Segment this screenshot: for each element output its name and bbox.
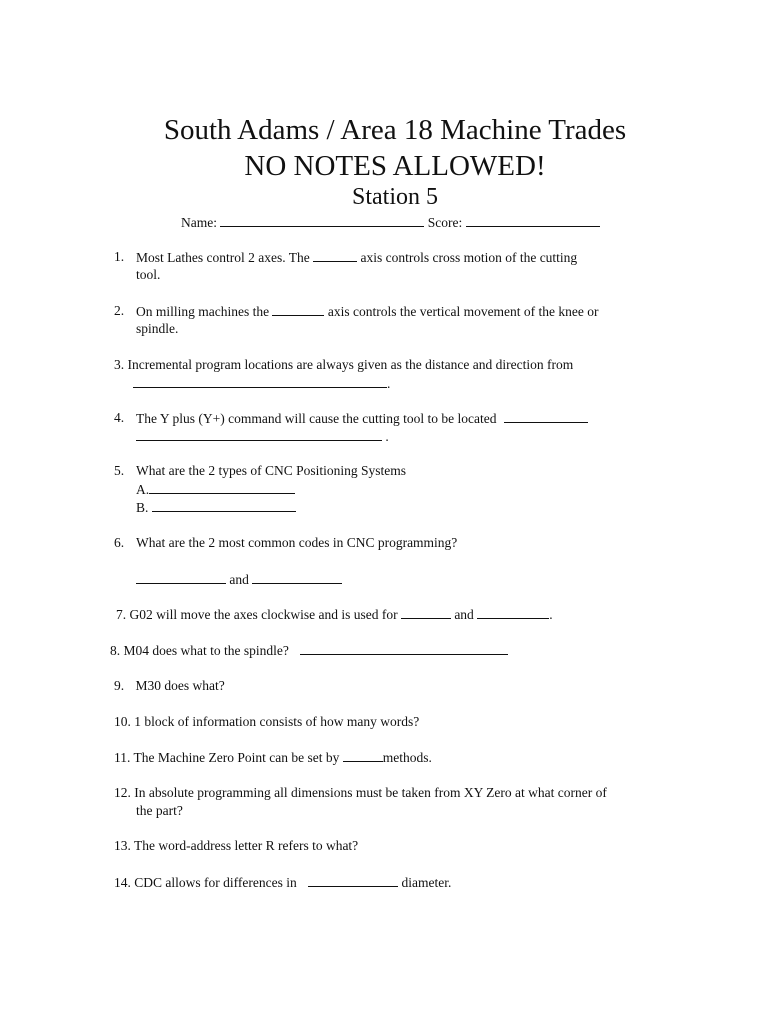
answer-blank[interactable] (149, 480, 295, 494)
question-2-text: On milling machines the axis controls the vertical movement of the knee or (136, 304, 599, 319)
question-14: 14. CDC allows for differences in diameter. (114, 875, 452, 890)
question-5-option-b: B. (136, 498, 296, 517)
answer-blank[interactable] (477, 605, 549, 619)
question-5-text: What are the 2 types of CNC Positioning Systems (136, 463, 406, 478)
name-score-line (181, 213, 600, 232)
page-title: South Adams / Area 18 Machine Trades (163, 114, 627, 146)
question-12: 12. In absolute programming all dimensions must be taken from XY Zero at what corner of (114, 785, 607, 800)
answer-blank[interactable] (272, 302, 324, 316)
question-1-text: Most Lathes control 2 axes. The axis controls cross motion of the cutting (136, 250, 578, 265)
question-5: 5. (114, 463, 125, 478)
name-field[interactable] (220, 213, 424, 227)
answer-blank[interactable] (504, 409, 588, 423)
question-1 (114, 248, 124, 266)
answer-blank[interactable] (313, 248, 357, 262)
station-label: Station 5 (351, 184, 438, 210)
answer-blank[interactable] (136, 570, 226, 584)
question-3-answer-line: . (133, 374, 390, 393)
question-3: 3. Incremental program locations are always given as the distance and direction from (114, 357, 574, 372)
answer-blank[interactable] (133, 374, 387, 388)
question-13: 13. The word-address letter R refers to what? (114, 838, 359, 853)
question-12-cont: the part? (136, 803, 183, 818)
answer-blank[interactable] (300, 641, 508, 655)
score-field[interactable] (466, 213, 600, 227)
page-subtitle: NO NOTES ALLOWED! (244, 150, 546, 182)
question-10: 10. 1 block of information consists of how many words? (114, 714, 420, 729)
question-6-text: What are the 2 most common codes in CNC programming? (136, 535, 458, 550)
answer-blank[interactable] (252, 570, 342, 584)
question-7: 7. G02 will move the axes clockwise and is used for and . (116, 607, 553, 622)
question-2: 2. (114, 303, 125, 318)
score-label: Score: (427, 215, 463, 230)
question-1-cont: tool. (136, 267, 161, 282)
question-5-option-a: A. (136, 480, 295, 499)
answer-blank[interactable] (343, 748, 383, 762)
answer-blank[interactable] (401, 605, 451, 619)
question-4-answer-line: . (136, 427, 389, 446)
name-label: Name: (181, 215, 217, 230)
question-11: 11. The Machine Zero Point can be set by methods. (114, 750, 432, 765)
question-4: 4. (114, 410, 125, 425)
question-2-cont: spindle. (136, 321, 179, 336)
answer-blank[interactable] (136, 427, 382, 441)
question-6-answer-line: and (136, 570, 342, 589)
question-4-text: The Y plus (Y+) command will cause the cutting tool to be located (136, 409, 588, 428)
question-8: 8. M04 does what to the spindle? (110, 641, 508, 660)
answer-blank[interactable] (152, 498, 296, 512)
question-6: 6. (114, 535, 125, 550)
question-9: 9. M30 does what? (114, 678, 225, 693)
question-number: 1. (114, 249, 125, 264)
answer-blank[interactable] (308, 873, 398, 887)
